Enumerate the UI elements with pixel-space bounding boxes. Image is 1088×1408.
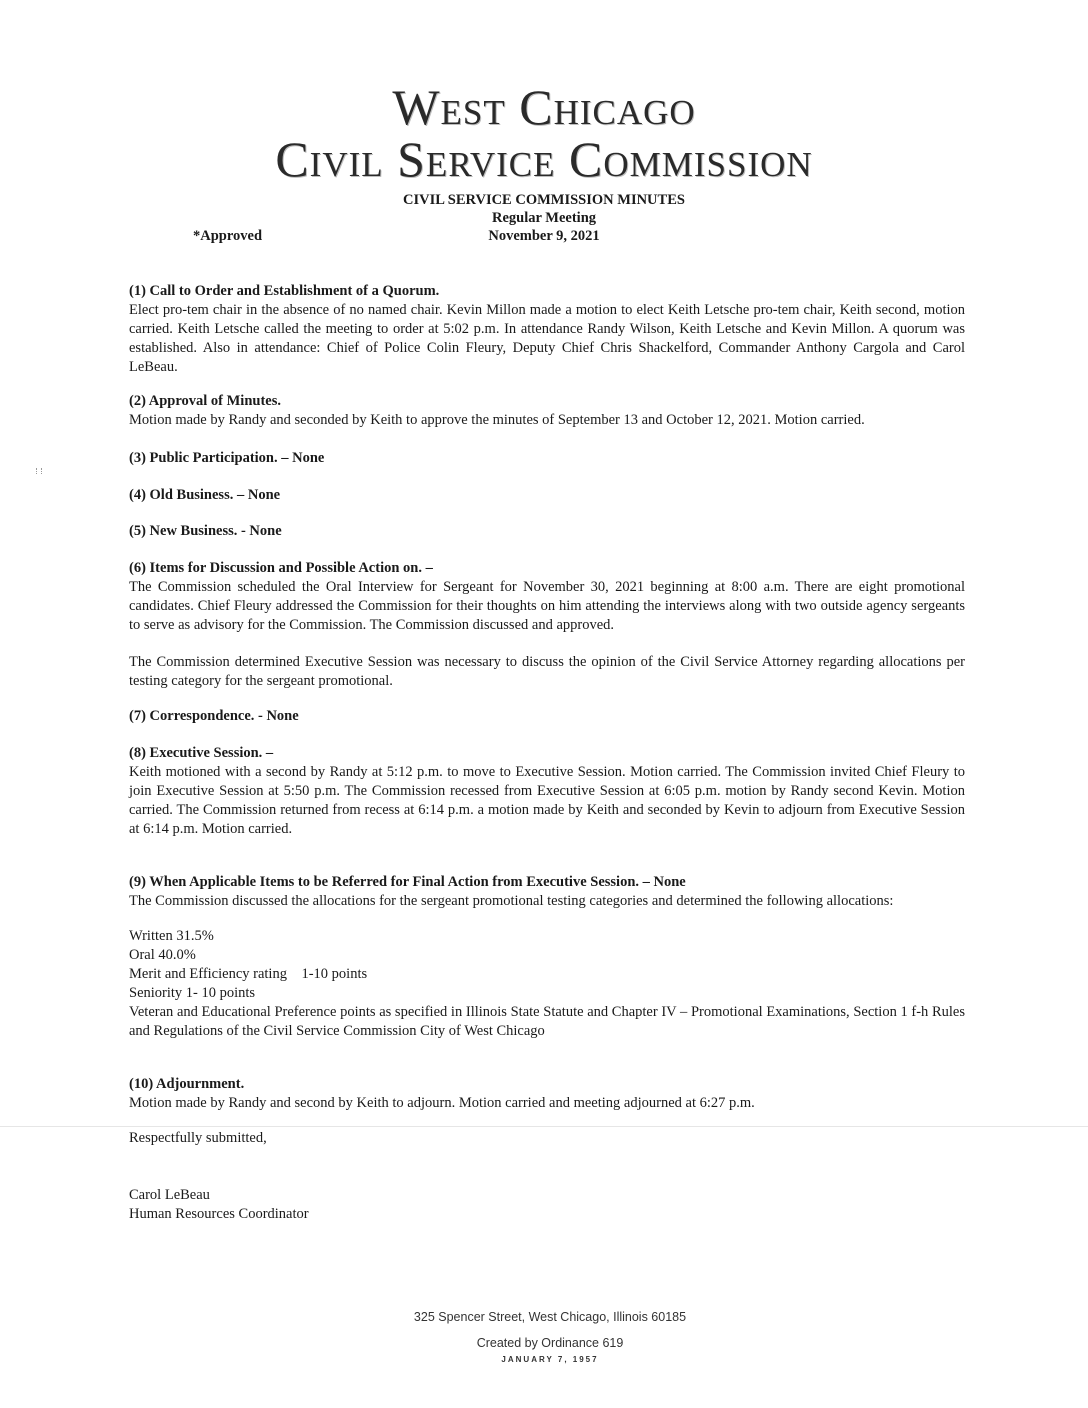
section-5-title: (5) New Business. - None	[129, 523, 282, 539]
section-6	[129, 559, 965, 635]
allocation-merit: Merit and Efficiency rating 1-10 points	[129, 966, 368, 982]
section-6-text-2: The Commission determined Executive Session was necessary to discuss the opinion of the Civil Service Attorney regarding allocations per testing category for the sergeant promotional.	[129, 654, 965, 689]
section-1-title: (1) Call to Order and Establishment of a Quorum.	[129, 283, 440, 299]
allocation-oral: Oral 40.0%	[129, 947, 196, 963]
scan-mark	[36, 468, 42, 474]
section-9	[129, 873, 965, 911]
approved-status: *Approved	[193, 228, 263, 244]
closing-salutation: Respectfully submitted,	[129, 1130, 267, 1146]
section-8-title: (8) Executive Session. –	[129, 745, 274, 761]
section-7-title: (7) Correspondence. - None	[129, 708, 299, 724]
minutes-title: CIVIL SERVICE COMMISSION MINUTES	[403, 192, 685, 208]
allocation-list	[129, 927, 965, 1041]
section-2-title: (2) Approval of Minutes.	[129, 393, 281, 409]
signer-name: Carol LeBeau	[129, 1187, 210, 1203]
footer-ordinance-date: JANUARY 7, 1957	[501, 1355, 599, 1364]
section-4-title: (4) Old Business. – None	[129, 487, 281, 503]
footer-ordinance: Created by Ordinance 619	[476, 1336, 624, 1350]
signer-role: Human Resources Coordinator	[129, 1206, 309, 1222]
allocation-veteran: Veteran and Educational Preference points as specified in Illinois State Statute and Chapter IV – Promotional Examinations, Section 1 f-h Rules and Regulations of the Civil Service Commission City of West Chicago	[129, 1004, 965, 1039]
allocation-seniority: Seniority 1- 10 points	[129, 985, 256, 1001]
section-1-text: Elect pro-tem chair in the absence of no named chair. Kevin Millon made a motion to elect Keith Letsche pro-tem chair, Keith second, motion carried. Keith Letsche called the meeting to order at 5:02 p.m. In attendance Randy Wilson, Keith Letsche and Kevin Millon. A quorum was established. Also in attendance: Chief of Police Colin Fleury, Deputy Chief Chris Shackelford, Commander Anthony Cargola and Carol LeBeau.	[129, 302, 965, 375]
footer-address: 325 Spencer Street, West Chicago, Illinois 60185	[413, 1310, 687, 1324]
section-9-title: (9) When Applicable Items to be Referred for Final Action from Executive Session. – None	[129, 874, 686, 890]
section-10-text: Motion made by Randy and second by Keith to adjourn. Motion carried and meeting adjourned at 6:27 p.m.	[129, 1095, 755, 1111]
letterhead-line-1: West Chicago	[392, 79, 696, 135]
letterhead-line-2: Civil Service Commission	[275, 131, 813, 187]
section-10-title: (10) Adjournment.	[129, 1076, 245, 1092]
section-1	[129, 282, 965, 377]
section-6-title: (6) Items for Discussion and Possible Action on. –	[129, 560, 433, 576]
section-2-text: Motion made by Randy and seconded by Keith to approve the minutes of September 13 and October 12, 2021. Motion carried.	[129, 412, 865, 428]
section-6-text-1: The Commission scheduled the Oral Interview for Sergeant for November 30, 2021 beginning at 8:00 a.m. There are eight promotional candidates. Chief Fleury addressed the Commission for their thoughts on him attending the interviews along with two outside agency sergeants to serve as advisory for the Commission. The Commission discussed and approved.	[129, 579, 965, 633]
meeting-type: Regular Meeting	[491, 210, 597, 226]
section-10	[129, 1075, 965, 1113]
section-8	[129, 744, 965, 839]
section-2	[129, 392, 965, 430]
section-8-text: Keith motioned with a second by Randy at 5:12 p.m. to move to Executive Session. Motion carried. The Commission invited Chief Fleury to join Executive Session at 5:50 p.m. The Commission recessed from Executive Session at 6:05 p.m. motion by Randy second Kevin. Motion carried. The Commission returned from recess at 6:14 p.m. a motion made by Keith and seconded by Kevin to adjourn from Executive Session at 6:14 p.m. Motion carried.	[129, 764, 965, 837]
section-9-text: The Commission discussed the allocations for the sergeant promotional testing categories and determined the following allocations:	[129, 893, 894, 909]
meeting-date: November 9, 2021	[488, 228, 600, 244]
allocation-written: Written 31.5%	[129, 928, 214, 944]
scan-divider	[0, 1126, 1088, 1127]
section-3-title: (3) Public Participation. – None	[129, 450, 325, 466]
